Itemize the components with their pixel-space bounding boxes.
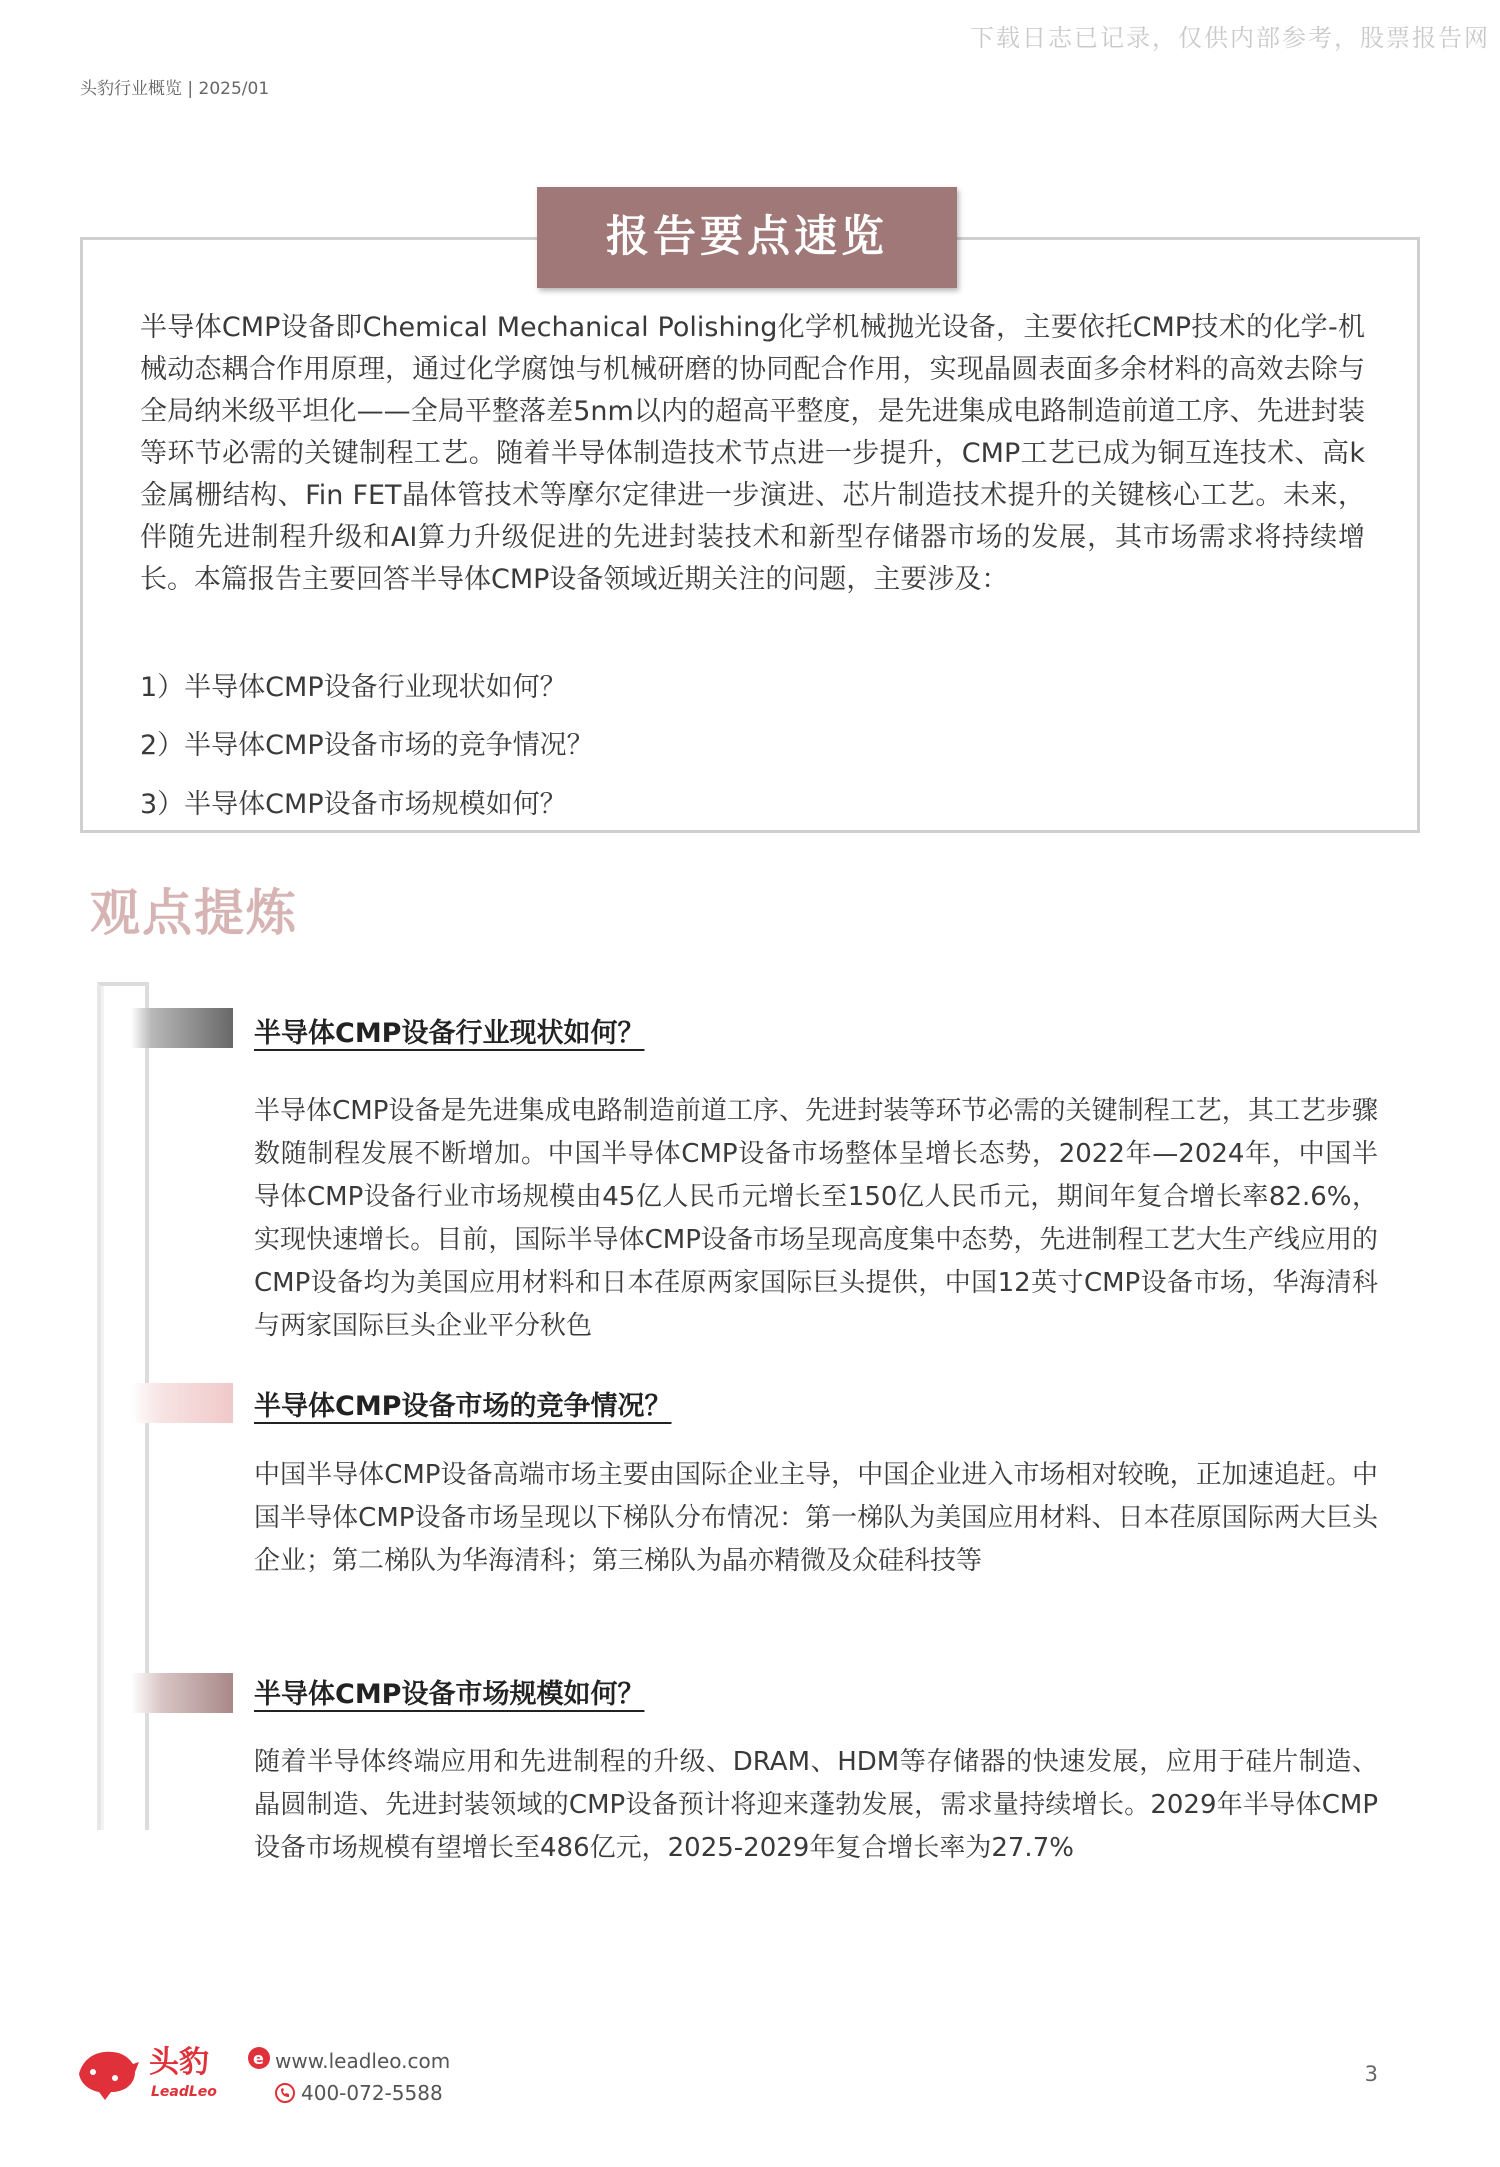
e-letter-icon [248, 2047, 270, 2069]
page-header: 头豹行业概览 | 2025/01 [80, 79, 270, 99]
leadleo-logo[interactable] [75, 2038, 300, 2102]
question-3: 3）半导体CMP设备市场规模如何？ [140, 789, 567, 820]
summary-paragraph: 半导体CMP设备即Chemical Mechanical Polishing化学机械抛光设备，主要依托CMP技术的化学-机械动态耦合作用原理，通过化学腐蚀与机械研磨的协同配合作用，实现晶圆表面多余材料的高效去除与全局纳米级平坦化——全局平整落差5nm以内的超高平整度，是先进集成电路制造前道工序、先进封装等环节必需的关键制程工艺。随着半导体制造技术节点进一步提升，CMP工艺已成为铜互连技术、高k金属栅结构、Fin FET晶体管技术等摩尔定律进一步演进、芯片制造技术提升的关键核心工艺。未来，伴随先进制程升级和AI算力升级促进的先进封装技术和新型存储器市场的发展，其市场需求将持续增长。本篇报告主要回答半导体CMP设备领域近期关注的问题，主要涉及： [140, 312, 1365, 595]
section-text-1: 半导体CMP设备是先进集成电路制造前道工序、先进封装等环节必需的关键制程工艺，其工艺步骤数随制程发展不断增加。中国半导体CMP设备市场整体呈增长态势，2022年—2024年，中国半导体CMP设备行业市场规模由45亿人民币元增长至150亿人民币元，期间年复合增长率82.6%，实现快速增长。目前，国际半导体CMP设备市场呈现高度集中态势，先进制程工艺大生产线应用的CMP设备均为美国应用材料和日本荏原两家国际巨头提供，中国12英寸CMP设备市场，华海清科与两家国际巨头企业平分秋色 [254, 1096, 1378, 1341]
website-link[interactable]: www.leadleo.com [275, 2049, 451, 2073]
leopard-icon [79, 2052, 139, 2100]
phone-number[interactable]: 400-072-5588 [301, 2081, 443, 2105]
footer-contact [275, 2045, 450, 2109]
question-1: 1）半导体CMP设备行业现状如何？ [140, 672, 567, 703]
page-number: 3 [1364, 2062, 1378, 2086]
section-title-2: 半导体CMP设备市场的竞争情况？ [254, 1391, 672, 1422]
viewpoints-title: 观点提炼 [90, 884, 298, 942]
section-title-1: 半导体CMP设备行业现状如何？ [254, 1018, 645, 1049]
watermark-text: 下载日志已记录，仅供内部参考，股票报告网 [970, 24, 1490, 52]
section-text-2: 中国半导体CMP设备高端市场主要由国际企业主导，中国企业进入市场相对较晚，正加速追赶。中国半导体CMP设备市场呈现以下梯队分布情况：第一梯队为美国应用材料、日本荏原国际两大巨头企业；第二梯队为华海清科；第三梯队为晶亦精微及众硅科技等 [254, 1460, 1378, 1576]
logo-cn-text: 头豹 [149, 2045, 209, 2080]
logo-en-text: LeadLeo [151, 2084, 217, 2100]
summary-title: 报告要点速览 [537, 187, 957, 288]
section-marker-1 [131, 1008, 233, 1048]
section-title-3: 半导体CMP设备市场规模如何？ [254, 1679, 645, 1710]
question-2: 2）半导体CMP设备市场的竞争情况？ [140, 730, 594, 761]
section-marker-2 [131, 1383, 233, 1423]
phone-icon [275, 2083, 295, 2103]
section-marker-3 [131, 1673, 233, 1713]
section-text-3: 随着半导体终端应用和先进制程的升级、DRAM、HDM等存储器的快速发展，应用于硅片制造、晶圆制造、先进封装领域的CMP设备预计将迎来蓬勃发展，需求量持续增长。2029年半导体CMP设备市场规模有望增长至486亿元，2025-2029年复合增长率为27.7% [254, 1747, 1378, 1863]
svg-text:e: e [253, 2049, 264, 2068]
